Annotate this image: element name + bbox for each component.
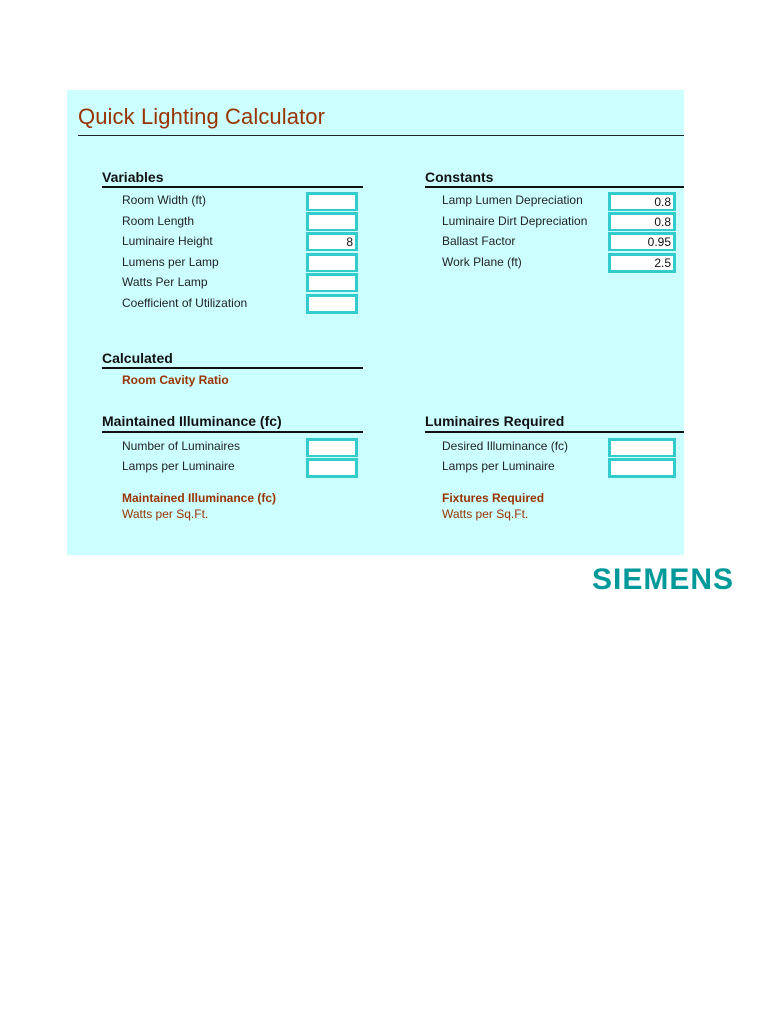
luminaire-dirt-depreciation-label: Luminaire Dirt Depreciation	[442, 214, 588, 228]
lamps-per-luminaire-field[interactable]	[306, 458, 358, 478]
calculated-divider	[102, 367, 363, 369]
maintained-illuminance-heading: Maintained Illuminance (fc)	[102, 413, 282, 429]
work-plane-field[interactable]: 2.5	[608, 253, 676, 273]
desired-illuminance-label: Desired Illuminance (fc)	[442, 439, 569, 453]
constants-divider	[425, 186, 684, 188]
lumens-per-lamp-label: Lumens per Lamp	[122, 255, 219, 269]
maintained-watts-per-sqft-label: Watts per Sq.Ft.	[122, 507, 209, 521]
variables-divider	[102, 186, 363, 188]
title-divider	[78, 135, 684, 136]
ballast-factor-label: Ballast Factor	[442, 234, 516, 248]
luminaire-dirt-depreciation-field[interactable]: 0.8	[608, 212, 676, 231]
fixtures-required-label: Fixtures Required	[442, 491, 545, 505]
lamp-lumen-depreciation-label: Lamp Lumen Depreciation	[442, 193, 583, 207]
luminaire-height-field[interactable]: 8	[306, 232, 358, 251]
lamp-lumen-depreciation-field[interactable]: 0.8	[608, 192, 676, 211]
luminaires-required-divider	[425, 431, 684, 433]
siemens-logo-text: SIEMENS	[592, 563, 735, 596]
calculator-panel	[67, 90, 684, 555]
room-cavity-ratio-label: Room Cavity Ratio	[122, 373, 229, 387]
coefficient-of-utilization-label: Coefficient of Utilization	[122, 296, 248, 310]
room-width-field[interactable]	[306, 192, 358, 211]
lumens-per-lamp-field[interactable]	[306, 253, 358, 272]
number-of-luminaires-label: Number of Luminaires	[122, 439, 241, 453]
watts-per-lamp-field[interactable]	[306, 273, 358, 292]
lamps-per-luminaire-label: Lamps per Luminaire	[122, 459, 235, 473]
siemens-logo	[592, 560, 735, 600]
required-lamps-per-luminaire-label: Lamps per Luminaire	[442, 459, 555, 473]
room-length-label: Room Length	[122, 214, 195, 228]
watts-per-lamp-label: Watts Per Lamp	[122, 275, 208, 289]
maintained-illuminance-divider	[102, 431, 363, 433]
required-watts-per-sqft-label: Watts per Sq.Ft.	[442, 507, 529, 521]
maintained-illuminance-result-label: Maintained Illuminance (fc)	[122, 491, 277, 505]
number-of-luminaires-field[interactable]	[306, 438, 358, 457]
constants-heading: Constants	[425, 169, 494, 185]
work-plane-label: Work Plane (ft)	[442, 255, 522, 269]
required-lamps-per-luminaire-field[interactable]	[608, 458, 676, 478]
calculated-heading: Calculated	[102, 350, 173, 366]
room-length-field[interactable]	[306, 212, 358, 231]
ballast-factor-field[interactable]: 0.95	[608, 232, 676, 251]
page-title: Quick Lighting Calculator	[78, 104, 326, 129]
coefficient-of-utilization-field[interactable]	[306, 294, 358, 314]
desired-illuminance-field[interactable]	[608, 438, 676, 457]
luminaire-height-label: Luminaire Height	[122, 234, 213, 248]
luminaires-required-heading: Luminaires Required	[425, 413, 565, 429]
variables-heading: Variables	[102, 169, 164, 185]
room-width-label: Room Width (ft)	[122, 193, 207, 207]
